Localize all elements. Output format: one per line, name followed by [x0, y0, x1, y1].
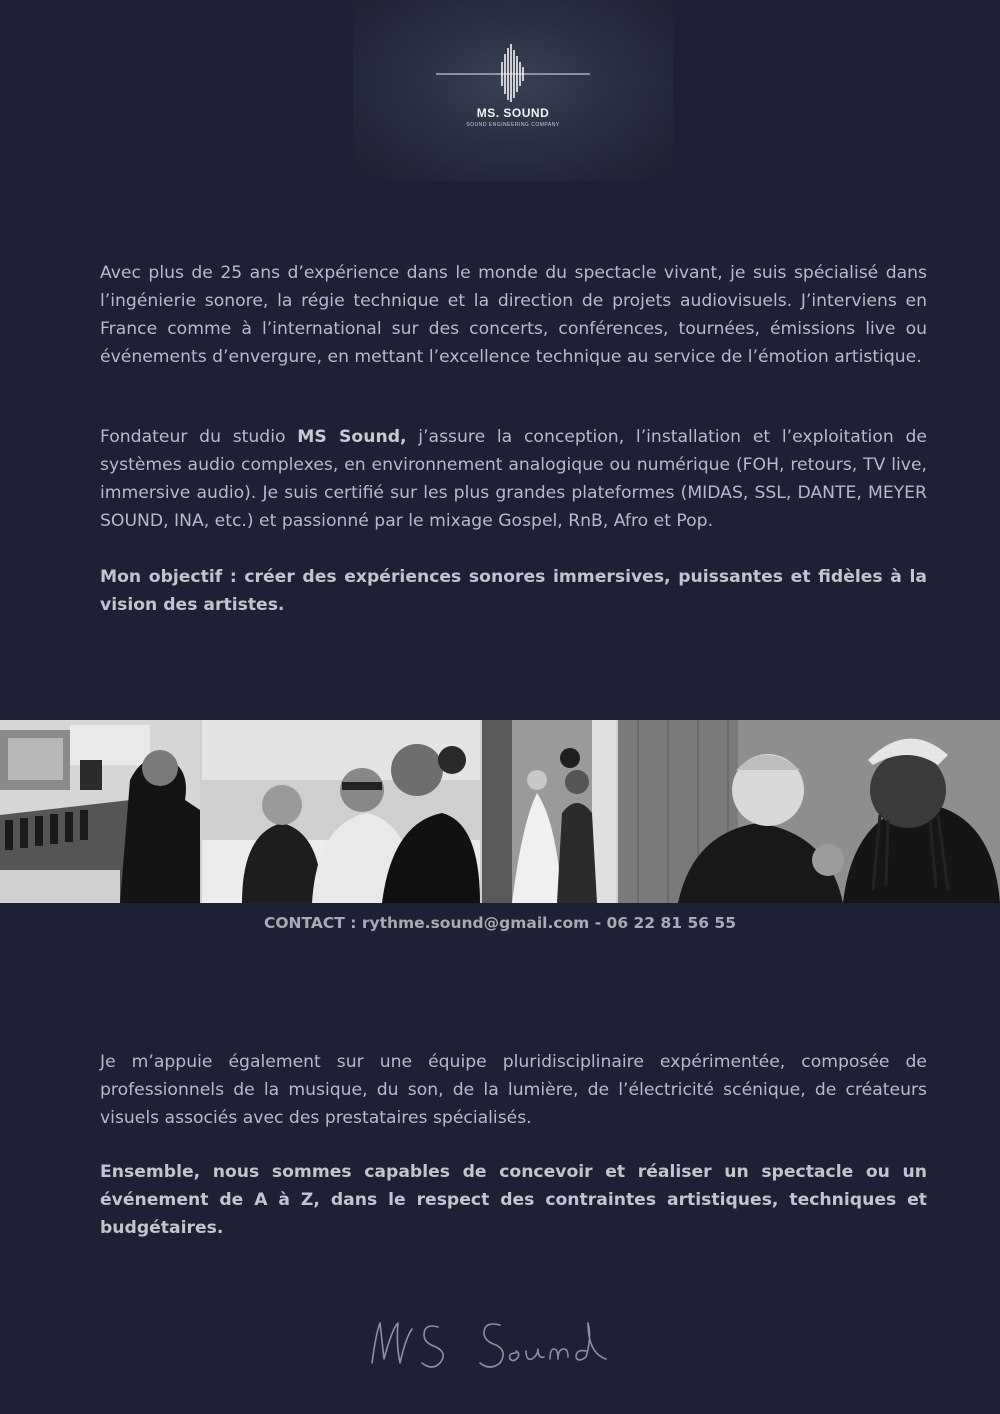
ensemble-paragraph: Ensemble, nous sommes capables de concevoir et réaliser un spectacle ou un événement de A à Z, dans le respect des contraintes artistiques, techniques et budgétaires. [100, 1162, 927, 1238]
photo-selfie [618, 720, 1000, 903]
logo-title: MS. SOUND [476, 106, 550, 120]
team-paragraph: Je m’appuie également sur une équipe pluridisciplinaire expérimentée, composée de professionnels de la musique, du son, de la lumière, de l’électricité scénique, de créateurs visuels associés avec des prestataires spécialisés. [100, 1052, 927, 1128]
objective-paragraph: Mon objectif : créer des expériences sonores immersives, puissantes et fidèles à la vision des artistes. [100, 567, 927, 615]
handwritten-signature [360, 1305, 620, 1385]
founder-brand: MS Sound, [297, 427, 407, 447]
photo-strip [0, 720, 1000, 903]
logo-subtitle: SOUND ENGINEERING COMPANY [466, 122, 560, 128]
photo-team-laughing [202, 720, 480, 903]
photo-mixing-console [0, 720, 200, 903]
founder-paragraph [100, 423, 927, 535]
photo-stage-performance [482, 720, 616, 903]
contact-line: CONTACT : rythme.sound@gmail.com - 06 22 81 56 55 [264, 914, 736, 932]
intro-paragraph: Avec plus de 25 ans d’expérience dans le monde du spectacle vivant, je suis spécialisé dans l’ingénierie sonore, la régie technique et la direction de projets audiovisuels. J’interviens en France comme à l’international sur des concerts, conférences, tournées, émissions live ou événements d’envergure, en mettant l’excellence technique au service de l’émotion artistique. [100, 263, 927, 367]
logo-panel [353, 0, 673, 181]
founder-rest: j’assure la conception, l’installation et l’exploitation de systèmes audio complexes, en environnement analogique ou numérique (FOH, retours, TV live, immersive audio). Je suis certifié sur les plus grandes plateformes (MIDAS, SSL, DANTE, MEYER SOUND, INA, etc.) et passionné par le mixage Gospel, RnB, Afro et Pop. [100, 427, 927, 531]
soundwave-logo-icon [436, 40, 590, 104]
founder-prefix: Fondateur du studio [100, 427, 298, 447]
